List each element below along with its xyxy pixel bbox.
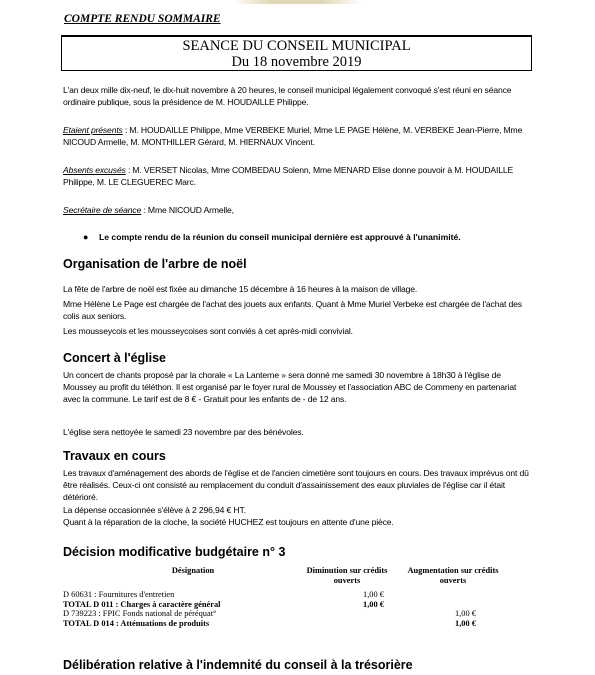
- column-header-increase: Augmentation sur crédits ouverts: [407, 566, 499, 585]
- document-label: COMPTE RENDU SOMMAIRE: [64, 13, 221, 25]
- tree-paragraph-3: Les mousseycois et les mousseycoises sont conviés à cet après-midi convivial.: [63, 326, 353, 336]
- works-paragraph-1: Les travaux d'aménagement des abords de l'église et de l'ancien cimetière sont toujours en cours. Des travaux imprévus ont dû être réalisés. Ceux-ci ont consisté au remplacement du conduit d'assainissement des eaux pluviales de l'église car il était détérioré.: [63, 468, 529, 502]
- cell-increase: 1,00 €: [455, 618, 476, 628]
- table-row: [63, 590, 503, 600]
- present-list: : M. HOUDAILLE Philippe, Mme VERBEKE Muriel, Mme LE PAGE Hélène, M. VERBEKE Jean-Pierre, Mme NICOUD Armelle, M. MONTHILLER Gérard, M. HIERNAUX Vincent.: [63, 125, 523, 147]
- works-paragraph-3: Quant à la réparation de la cloche, la société HUCHEZ est toujours en attente d'une pièce.: [63, 517, 394, 527]
- secretary-name: : Mme NICOUD Armelle,: [141, 205, 234, 215]
- secretary-line: [63, 204, 531, 216]
- absent-list: : M. VERSET Nicolas, Mme COMBEDAU Solenn, Mme MENARD Elise donne pouvoir à M. HOUDAILLE Philippe, M. LE CLEGUEREC Marc.: [63, 165, 514, 187]
- bullet-icon: ●: [83, 232, 89, 242]
- attendees-absent: [63, 164, 531, 188]
- approval-text: Le compte rendu de la réunion du conseil municipal dernière est approuvé à l'unanimité.: [99, 232, 461, 242]
- attendees-present: [63, 124, 531, 148]
- column-header-designation: Désignation: [171, 566, 215, 575]
- table-row: [63, 609, 503, 619]
- tree-paragraph-2: Mme Hélène Le Page est chargée de l'achat des jouets aux enfants. Quant à Mme Muriel Verbeke est chargée de l'achat des colis aux seniors.: [63, 299, 522, 321]
- cell-designation: TOTAL D 011 : Charges à caractère général: [63, 599, 221, 609]
- absent-label: Absents excusés: [63, 165, 126, 175]
- concert-paragraph-2: L'église sera nettoyée le samedi 23 novembre par des bénévoles.: [63, 427, 304, 437]
- column-header-decrease: Diminution sur crédits ouverts: [306, 566, 388, 585]
- header-logo-fragment: [232, 0, 362, 4]
- approval-bullet: [83, 231, 523, 243]
- meeting-date: Du 18 novembre 2019: [231, 54, 362, 70]
- budget-table: [63, 566, 503, 628]
- cell-decrease: 1,00 €: [363, 599, 384, 609]
- table-row: [63, 619, 503, 629]
- cell-decrease: 1,00 €: [363, 590, 384, 599]
- table-row: [63, 600, 503, 610]
- cell-designation: D 60631 : Fournitures d'entretien: [63, 590, 175, 599]
- title-box: [61, 35, 532, 71]
- section-heading-budget: Décision modificative budgétaire n° 3: [63, 545, 286, 559]
- section-heading-indemnity: Délibération relative à l'indemnité du conseil à la trésorière: [63, 658, 413, 672]
- section-heading-works: Travaux en cours: [63, 449, 166, 463]
- page-title: SEANCE DU CONSEIL MUNICIPAL: [182, 38, 411, 54]
- cell-designation: TOTAL D 014 : Atténuations de produits: [63, 618, 210, 628]
- cell-increase: 1,00 €: [455, 609, 476, 619]
- budget-table-header: [63, 566, 503, 590]
- works-paragraph-2: La dépense occasionnée s'élève à 2 296,94 € HT.: [63, 505, 246, 515]
- budget-table-body: [63, 590, 503, 628]
- concert-paragraph-1: Un concert de chants proposé par la chorale « La Lanterne » sera donné me samedi 30 novembre à 18h30 à l'église de Moussey au profit du téléthon. Il est organisé par le foyer rural de Moussey et l'association ABC de Commeny en partenariat avec la commune. Le tarif est de 8 € - Gratuit pour les enfants de - de 12 ans.: [63, 370, 517, 404]
- intro-paragraph: L'an deux mille dix-neuf, le dix-huit novembre à 20 heures, le conseil municipal légalement convoqué s'est réuni en séance ordinaire publique, sous la présidence de M. HOUDAILLE Philippe.: [63, 85, 512, 107]
- section-heading-tree: Organisation de l'arbre de noël: [63, 257, 247, 271]
- present-label: Etaient présents: [63, 125, 123, 135]
- cell-designation: D 739223 : FPIC Fonds national de péréquat°: [63, 609, 217, 619]
- tree-paragraph-1: La fête de l'arbre de noël est fixée au dimanche 15 décembre à 16 heures à la maison de village.: [63, 284, 418, 294]
- section-heading-concert: Concert à l'église: [63, 351, 167, 365]
- secretary-label: Secrétaire de séance: [63, 205, 142, 215]
